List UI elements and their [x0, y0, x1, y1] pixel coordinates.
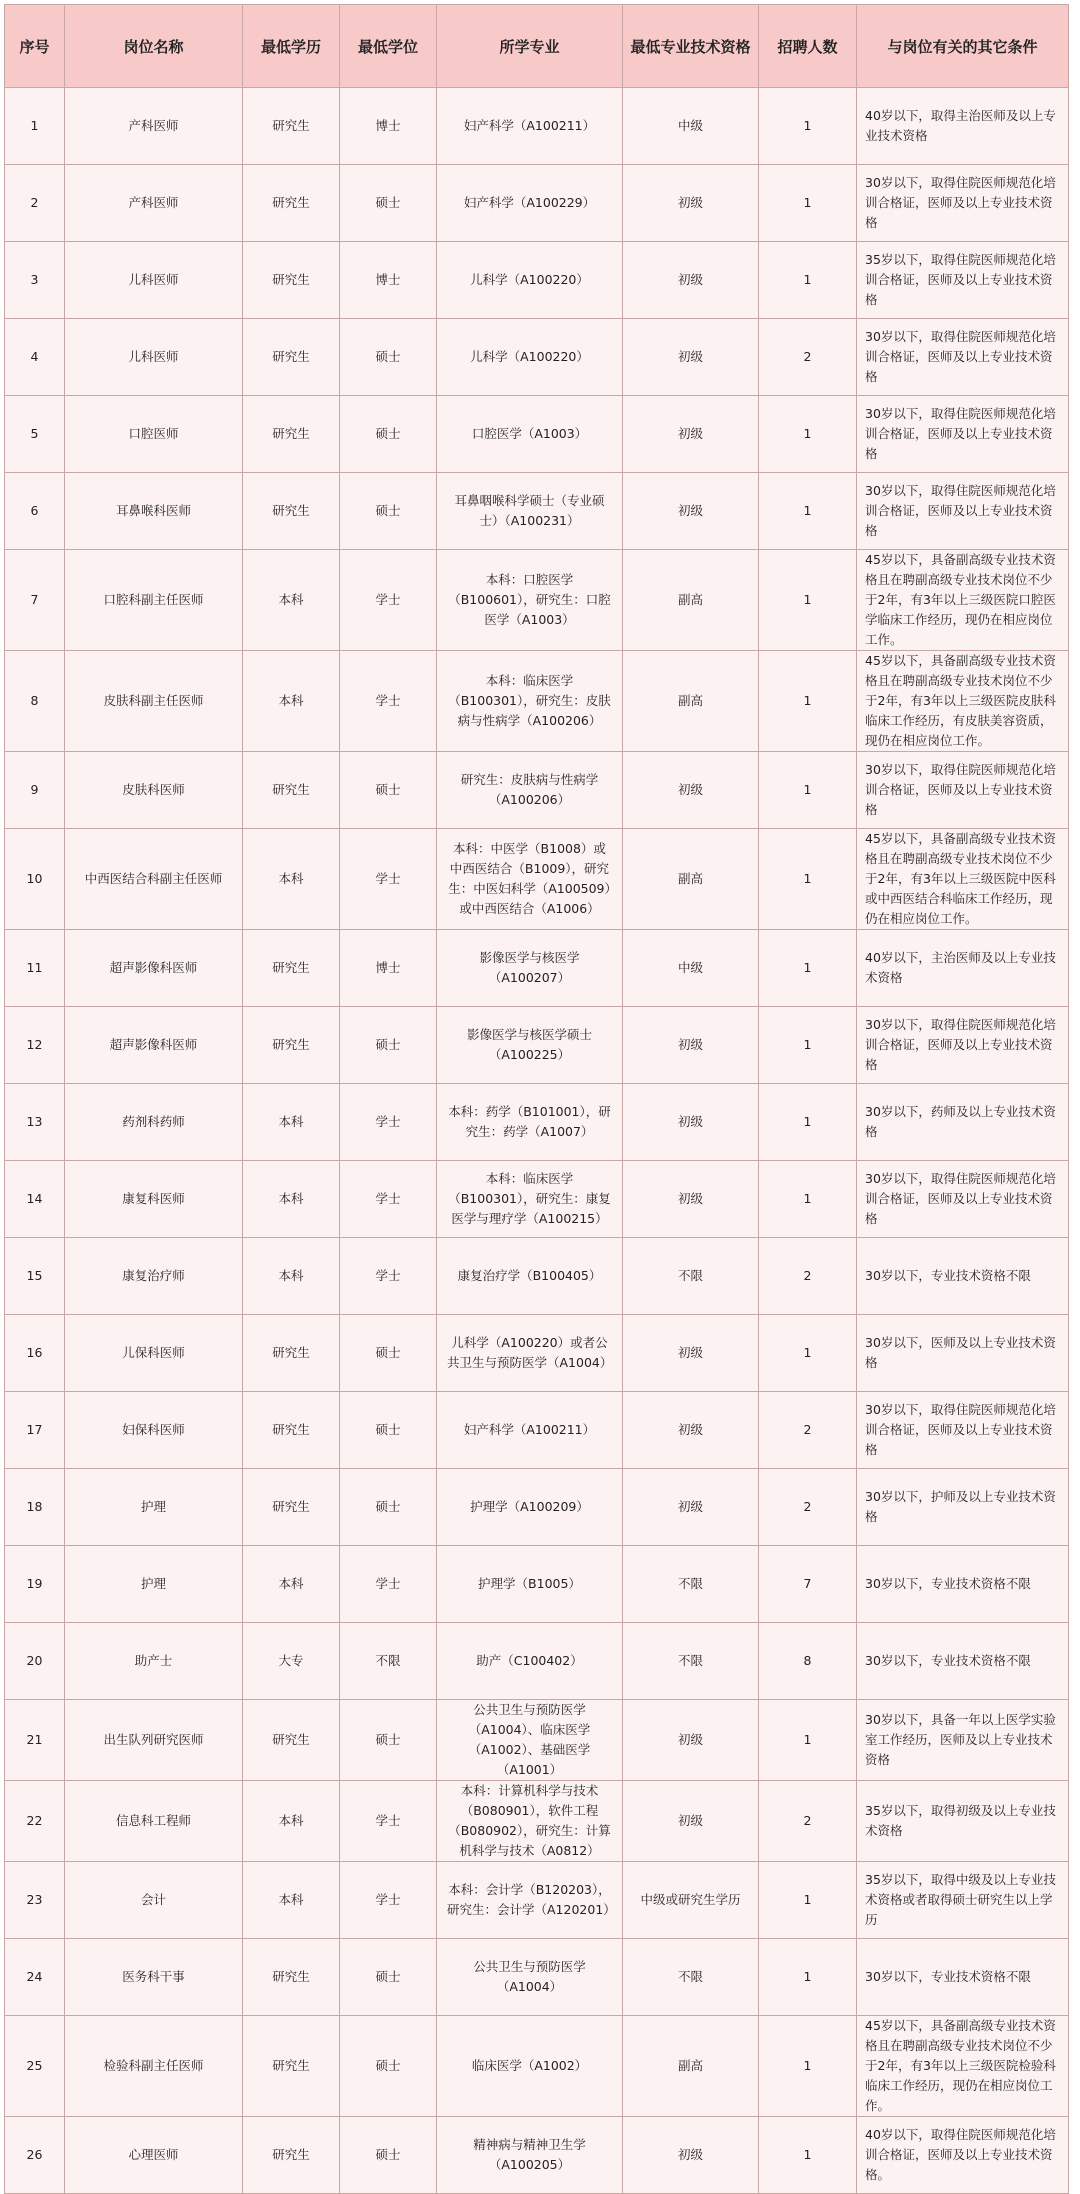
- table-row: [5, 752, 1069, 829]
- cell-conditions: 30岁以下，取得住院医师规范化培训合格证，医师及以上专业技术资格: [857, 396, 1069, 473]
- cell-index: 10: [5, 829, 65, 930]
- cell-degree: 硕士: [340, 1392, 437, 1469]
- table-row: [5, 1007, 1069, 1084]
- cell-index: 6: [5, 473, 65, 550]
- cell-major: 本科：中医学（B1008）或中西医结合（B1009），研究生：中医妇科学（A100509）或中西医结合（A1006）: [437, 829, 623, 930]
- cell-headcount: 1: [759, 1084, 857, 1161]
- cell-headcount: 2: [759, 1238, 857, 1315]
- cell-education: 研究生: [243, 752, 340, 829]
- cell-degree: 硕士: [340, 319, 437, 396]
- recruitment-table-container: [4, 4, 1076, 2194]
- cell-degree: 硕士: [340, 1007, 437, 1084]
- cell-major: 本科：药学（B101001），研究生：药学（A1007）: [437, 1084, 623, 1161]
- cell-position: 出生队列研究医师: [65, 1700, 243, 1781]
- table-row: [5, 1238, 1069, 1315]
- cell-position: 口腔科副主任医师: [65, 550, 243, 651]
- cell-conditions: 30岁以下，护师及以上专业技术资格: [857, 1469, 1069, 1546]
- cell-degree: 博士: [340, 930, 437, 1007]
- cell-degree: 硕士: [340, 752, 437, 829]
- cell-position: 护理: [65, 1469, 243, 1546]
- cell-qualification: 副高: [623, 829, 759, 930]
- table-row: [5, 165, 1069, 242]
- cell-position: 护理: [65, 1546, 243, 1623]
- cell-position: 检验科副主任医师: [65, 2016, 243, 2117]
- cell-qualification: 初级: [623, 242, 759, 319]
- cell-degree: 学士: [340, 550, 437, 651]
- cell-index: 11: [5, 930, 65, 1007]
- cell-position: 信息科工程师: [65, 1781, 243, 1862]
- cell-education: 大专: [243, 1623, 340, 1700]
- cell-headcount: 1: [759, 829, 857, 930]
- cell-qualification: 初级: [623, 2117, 759, 2194]
- cell-qualification: 初级: [623, 1161, 759, 1238]
- cell-position: 儿科医师: [65, 319, 243, 396]
- cell-major: 妇产科学（A100211）: [437, 1392, 623, 1469]
- cell-major: 本科：计算机科学与技术（B080901），软件工程（B080902），研究生：计算机科学与技术（A0812）: [437, 1781, 623, 1862]
- cell-position: 口腔医师: [65, 396, 243, 473]
- cell-education: 本科: [243, 1161, 340, 1238]
- cell-conditions: 35岁以下，取得住院医师规范化培训合格证，医师及以上专业技术资格: [857, 242, 1069, 319]
- header-cell: 最低学历: [243, 5, 340, 88]
- table-body: [5, 88, 1069, 2194]
- cell-education: 研究生: [243, 1315, 340, 1392]
- cell-qualification: 不限: [623, 1546, 759, 1623]
- cell-position: 妇保科医师: [65, 1392, 243, 1469]
- cell-index: 4: [5, 319, 65, 396]
- cell-position: 皮肤科副主任医师: [65, 651, 243, 752]
- cell-education: 研究生: [243, 1392, 340, 1469]
- cell-conditions: 45岁以下，具备副高级专业技术资格且在聘副高级专业技术岗位不少于2年，有3年以上三级医院口腔医学临床工作经历，现仍在相应岗位工作。: [857, 550, 1069, 651]
- table-header-row: [5, 5, 1069, 88]
- cell-major: 影像医学与核医学硕士（A100225）: [437, 1007, 623, 1084]
- cell-position: 康复科医师: [65, 1161, 243, 1238]
- cell-conditions: 30岁以下，取得住院医师规范化培训合格证，医师及以上专业技术资格: [857, 319, 1069, 396]
- cell-position: 超声影像科医师: [65, 1007, 243, 1084]
- cell-index: 9: [5, 752, 65, 829]
- table-row: [5, 1700, 1069, 1781]
- cell-qualification: 初级: [623, 165, 759, 242]
- cell-degree: 学士: [340, 1238, 437, 1315]
- table-row: [5, 1392, 1069, 1469]
- cell-headcount: 1: [759, 752, 857, 829]
- cell-index: 22: [5, 1781, 65, 1862]
- cell-index: 19: [5, 1546, 65, 1623]
- cell-conditions: 30岁以下，专业技术资格不限: [857, 1623, 1069, 1700]
- cell-education: 研究生: [243, 2016, 340, 2117]
- cell-conditions: 40岁以下，取得主治医师及以上专业技术资格: [857, 88, 1069, 165]
- cell-major: 妇产科学（A100229）: [437, 165, 623, 242]
- cell-index: 25: [5, 2016, 65, 2117]
- cell-degree: 学士: [340, 1546, 437, 1623]
- table-row: [5, 1781, 1069, 1862]
- cell-index: 20: [5, 1623, 65, 1700]
- cell-education: 研究生: [243, 242, 340, 319]
- cell-conditions: 35岁以下，取得中级及以上专业技术资格或者取得硕士研究生以上学历: [857, 1862, 1069, 1939]
- cell-education: 本科: [243, 829, 340, 930]
- cell-index: 21: [5, 1700, 65, 1781]
- cell-degree: 硕士: [340, 396, 437, 473]
- cell-conditions: 35岁以下，取得初级及以上专业技术资格: [857, 1781, 1069, 1862]
- cell-conditions: 45岁以下，具备副高级专业技术资格且在聘副高级专业技术岗位不少于2年，有3年以上三级医院检验科临床工作经历，现仍在相应岗位工作。: [857, 2016, 1069, 2117]
- cell-major: 精神病与精神卫生学（A100205）: [437, 2117, 623, 2194]
- cell-position: 心理医师: [65, 2117, 243, 2194]
- cell-qualification: 不限: [623, 1939, 759, 2016]
- table-row: [5, 2117, 1069, 2194]
- cell-index: 1: [5, 88, 65, 165]
- cell-position: 医务科干事: [65, 1939, 243, 2016]
- table-row: [5, 651, 1069, 752]
- cell-index: 2: [5, 165, 65, 242]
- cell-index: 26: [5, 2117, 65, 2194]
- cell-degree: 硕士: [340, 1700, 437, 1781]
- cell-major: 儿科学（A100220）: [437, 242, 623, 319]
- table-row: [5, 242, 1069, 319]
- table-row: [5, 550, 1069, 651]
- cell-degree: 学士: [340, 651, 437, 752]
- cell-major: 公共卫生与预防医学（A1004）: [437, 1939, 623, 2016]
- cell-headcount: 1: [759, 88, 857, 165]
- cell-index: 23: [5, 1862, 65, 1939]
- cell-education: 研究生: [243, 930, 340, 1007]
- cell-headcount: 1: [759, 165, 857, 242]
- cell-major: 助产（C100402）: [437, 1623, 623, 1700]
- cell-major: 公共卫生与预防医学（A1004）、临床医学（A1002）、基础医学（A1001）: [437, 1700, 623, 1781]
- cell-degree: 学士: [340, 1862, 437, 1939]
- cell-degree: 博士: [340, 242, 437, 319]
- table-row: [5, 1623, 1069, 1700]
- header-cell: 与岗位有关的其它条件: [857, 5, 1069, 88]
- cell-qualification: 初级: [623, 396, 759, 473]
- cell-major: 康复治疗学（B100405）: [437, 1238, 623, 1315]
- cell-index: 12: [5, 1007, 65, 1084]
- cell-qualification: 初级: [623, 1700, 759, 1781]
- cell-index: 13: [5, 1084, 65, 1161]
- cell-headcount: 8: [759, 1623, 857, 1700]
- cell-qualification: 中级: [623, 930, 759, 1007]
- cell-qualification: 副高: [623, 651, 759, 752]
- cell-conditions: 40岁以下，取得住院医师规范化培训合格证，医师及以上专业技术资格。: [857, 2117, 1069, 2194]
- cell-education: 本科: [243, 550, 340, 651]
- cell-conditions: 30岁以下，取得住院医师规范化培训合格证，医师及以上专业技术资格: [857, 1161, 1069, 1238]
- cell-qualification: 初级: [623, 1007, 759, 1084]
- table-row: [5, 1939, 1069, 2016]
- cell-headcount: 1: [759, 2117, 857, 2194]
- cell-conditions: 30岁以下，专业技术资格不限: [857, 1238, 1069, 1315]
- cell-education: 研究生: [243, 319, 340, 396]
- cell-qualification: 初级: [623, 1781, 759, 1862]
- cell-headcount: 1: [759, 1939, 857, 2016]
- cell-education: 本科: [243, 1238, 340, 1315]
- cell-degree: 博士: [340, 88, 437, 165]
- table-row: [5, 1862, 1069, 1939]
- cell-major: 研究生：皮肤病与性病学（A100206）: [437, 752, 623, 829]
- cell-position: 助产士: [65, 1623, 243, 1700]
- cell-headcount: 2: [759, 319, 857, 396]
- cell-education: 本科: [243, 1781, 340, 1862]
- cell-index: 16: [5, 1315, 65, 1392]
- cell-degree: 硕士: [340, 1315, 437, 1392]
- cell-position: 产科医师: [65, 88, 243, 165]
- cell-conditions: 30岁以下，专业技术资格不限: [857, 1546, 1069, 1623]
- cell-headcount: 1: [759, 1161, 857, 1238]
- cell-major: 儿科学（A100220）: [437, 319, 623, 396]
- cell-position: 超声影像科医师: [65, 930, 243, 1007]
- cell-conditions: 30岁以下，取得住院医师规范化培训合格证，医师及以上专业技术资格: [857, 165, 1069, 242]
- cell-major: 耳鼻咽喉科学硕士（专业硕士）（A100231）: [437, 473, 623, 550]
- cell-qualification: 不限: [623, 1238, 759, 1315]
- cell-index: 3: [5, 242, 65, 319]
- cell-qualification: 副高: [623, 550, 759, 651]
- header-cell: 招聘人数: [759, 5, 857, 88]
- cell-major: 护理学（A100209）: [437, 1469, 623, 1546]
- cell-qualification: 副高: [623, 2016, 759, 2117]
- cell-education: 研究生: [243, 1939, 340, 2016]
- cell-qualification: 不限: [623, 1623, 759, 1700]
- cell-headcount: 1: [759, 930, 857, 1007]
- cell-qualification: 初级: [623, 1469, 759, 1546]
- cell-major: 儿科学（A100220）或者公共卫生与预防医学（A1004）: [437, 1315, 623, 1392]
- cell-position: 儿保科医师: [65, 1315, 243, 1392]
- cell-index: 18: [5, 1469, 65, 1546]
- cell-headcount: 1: [759, 1007, 857, 1084]
- table-row: [5, 88, 1069, 165]
- cell-position: 中西医结合科副主任医师: [65, 829, 243, 930]
- cell-conditions: 40岁以下，主治医师及以上专业技术资格: [857, 930, 1069, 1007]
- cell-degree: 硕士: [340, 165, 437, 242]
- cell-degree: 不限: [340, 1623, 437, 1700]
- cell-degree: 硕士: [340, 1939, 437, 2016]
- cell-conditions: 30岁以下，药师及以上专业技术资格: [857, 1084, 1069, 1161]
- cell-conditions: 30岁以下，专业技术资格不限: [857, 1939, 1069, 2016]
- cell-index: 15: [5, 1238, 65, 1315]
- cell-headcount: 2: [759, 1469, 857, 1546]
- cell-position: 皮肤科医师: [65, 752, 243, 829]
- cell-headcount: 1: [759, 1700, 857, 1781]
- cell-conditions: 30岁以下，具备一年以上医学实验室工作经历，医师及以上专业技术资格: [857, 1700, 1069, 1781]
- header-cell: 最低学位: [340, 5, 437, 88]
- cell-qualification: 初级: [623, 752, 759, 829]
- cell-education: 研究生: [243, 473, 340, 550]
- cell-major: 本科：临床医学（B100301），研究生：康复医学与理疗学（A100215）: [437, 1161, 623, 1238]
- table-row: [5, 1161, 1069, 1238]
- cell-position: 耳鼻喉科医师: [65, 473, 243, 550]
- cell-major: 本科：临床医学（B100301），研究生：皮肤病与性病学（A100206）: [437, 651, 623, 752]
- table-row: [5, 1315, 1069, 1392]
- table-row: [5, 1084, 1069, 1161]
- cell-qualification: 初级: [623, 1315, 759, 1392]
- header-cell: 最低专业技术资格: [623, 5, 759, 88]
- cell-headcount: 2: [759, 1781, 857, 1862]
- cell-headcount: 1: [759, 651, 857, 752]
- cell-index: 14: [5, 1161, 65, 1238]
- cell-headcount: 1: [759, 396, 857, 473]
- table-row: [5, 829, 1069, 930]
- cell-education: 本科: [243, 1546, 340, 1623]
- cell-position: 会计: [65, 1862, 243, 1939]
- cell-qualification: 初级: [623, 1392, 759, 1469]
- cell-qualification: 初级: [623, 1084, 759, 1161]
- table-row: [5, 930, 1069, 1007]
- cell-education: 本科: [243, 651, 340, 752]
- cell-qualification: 初级: [623, 319, 759, 396]
- cell-degree: 学士: [340, 1161, 437, 1238]
- cell-index: 5: [5, 396, 65, 473]
- cell-conditions: 30岁以下，取得住院医师规范化培训合格证，医师及以上专业技术资格: [857, 1392, 1069, 1469]
- cell-position: 康复治疗师: [65, 1238, 243, 1315]
- cell-degree: 硕士: [340, 2117, 437, 2194]
- cell-education: 研究生: [243, 165, 340, 242]
- cell-index: 17: [5, 1392, 65, 1469]
- header-cell: 所学专业: [437, 5, 623, 88]
- cell-major: 护理学（B1005）: [437, 1546, 623, 1623]
- cell-education: 研究生: [243, 1007, 340, 1084]
- cell-qualification: 中级: [623, 88, 759, 165]
- cell-headcount: 1: [759, 1862, 857, 1939]
- cell-major: 本科：口腔医学（B100601），研究生：口腔医学（A1003）: [437, 550, 623, 651]
- cell-headcount: 1: [759, 2016, 857, 2117]
- cell-degree: 硕士: [340, 473, 437, 550]
- cell-major: 本科：会计学（B120203），研究生：会计学（A120201）: [437, 1862, 623, 1939]
- cell-conditions: 45岁以下，具备副高级专业技术资格且在聘副高级专业技术岗位不少于2年，有3年以上三级医院中医科或中西医结合科临床工作经历，现仍在相应岗位工作。: [857, 829, 1069, 930]
- cell-education: 研究生: [243, 1469, 340, 1546]
- cell-index: 8: [5, 651, 65, 752]
- cell-education: 研究生: [243, 88, 340, 165]
- cell-headcount: 7: [759, 1546, 857, 1623]
- header-cell: 序号: [5, 5, 65, 88]
- cell-degree: 硕士: [340, 1469, 437, 1546]
- table-row: [5, 473, 1069, 550]
- cell-headcount: 1: [759, 550, 857, 651]
- cell-headcount: 1: [759, 1315, 857, 1392]
- cell-education: 研究生: [243, 1700, 340, 1781]
- table-row: [5, 319, 1069, 396]
- table-row: [5, 1546, 1069, 1623]
- cell-index: 7: [5, 550, 65, 651]
- cell-conditions: 30岁以下，医师及以上专业技术资格: [857, 1315, 1069, 1392]
- cell-degree: 硕士: [340, 2016, 437, 2117]
- cell-education: 研究生: [243, 2117, 340, 2194]
- cell-degree: 学士: [340, 1781, 437, 1862]
- cell-headcount: 2: [759, 1392, 857, 1469]
- cell-headcount: 1: [759, 242, 857, 319]
- cell-conditions: 45岁以下，具备副高级专业技术资格且在聘副高级专业技术岗位不少于2年，有3年以上三级医院皮肤科临床工作经历，有皮肤美容资质，现仍在相应岗位工作。: [857, 651, 1069, 752]
- cell-position: 儿科医师: [65, 242, 243, 319]
- cell-major: 口腔医学（A1003）: [437, 396, 623, 473]
- cell-education: 研究生: [243, 396, 340, 473]
- header-cell: 岗位名称: [65, 5, 243, 88]
- cell-conditions: 30岁以下，取得住院医师规范化培训合格证，医师及以上专业技术资格: [857, 1007, 1069, 1084]
- table-row: [5, 1469, 1069, 1546]
- cell-index: 24: [5, 1939, 65, 2016]
- cell-major: 临床医学（A1002）: [437, 2016, 623, 2117]
- cell-position: 产科医师: [65, 165, 243, 242]
- cell-degree: 学士: [340, 1084, 437, 1161]
- table-row: [5, 2016, 1069, 2117]
- cell-position: 药剂科药师: [65, 1084, 243, 1161]
- cell-headcount: 1: [759, 473, 857, 550]
- cell-conditions: 30岁以下，取得住院医师规范化培训合格证，医师及以上专业技术资格: [857, 473, 1069, 550]
- cell-education: 本科: [243, 1862, 340, 1939]
- cell-major: 影像医学与核医学（A100207）: [437, 930, 623, 1007]
- cell-conditions: 30岁以下，取得住院医师规范化培训合格证，医师及以上专业技术资格: [857, 752, 1069, 829]
- cell-qualification: 初级: [623, 473, 759, 550]
- cell-education: 本科: [243, 1084, 340, 1161]
- table-row: [5, 396, 1069, 473]
- cell-degree: 学士: [340, 829, 437, 930]
- recruitment-table: [4, 4, 1069, 2194]
- cell-qualification: 中级或研究生学历: [623, 1862, 759, 1939]
- cell-major: 妇产科学（A100211）: [437, 88, 623, 165]
